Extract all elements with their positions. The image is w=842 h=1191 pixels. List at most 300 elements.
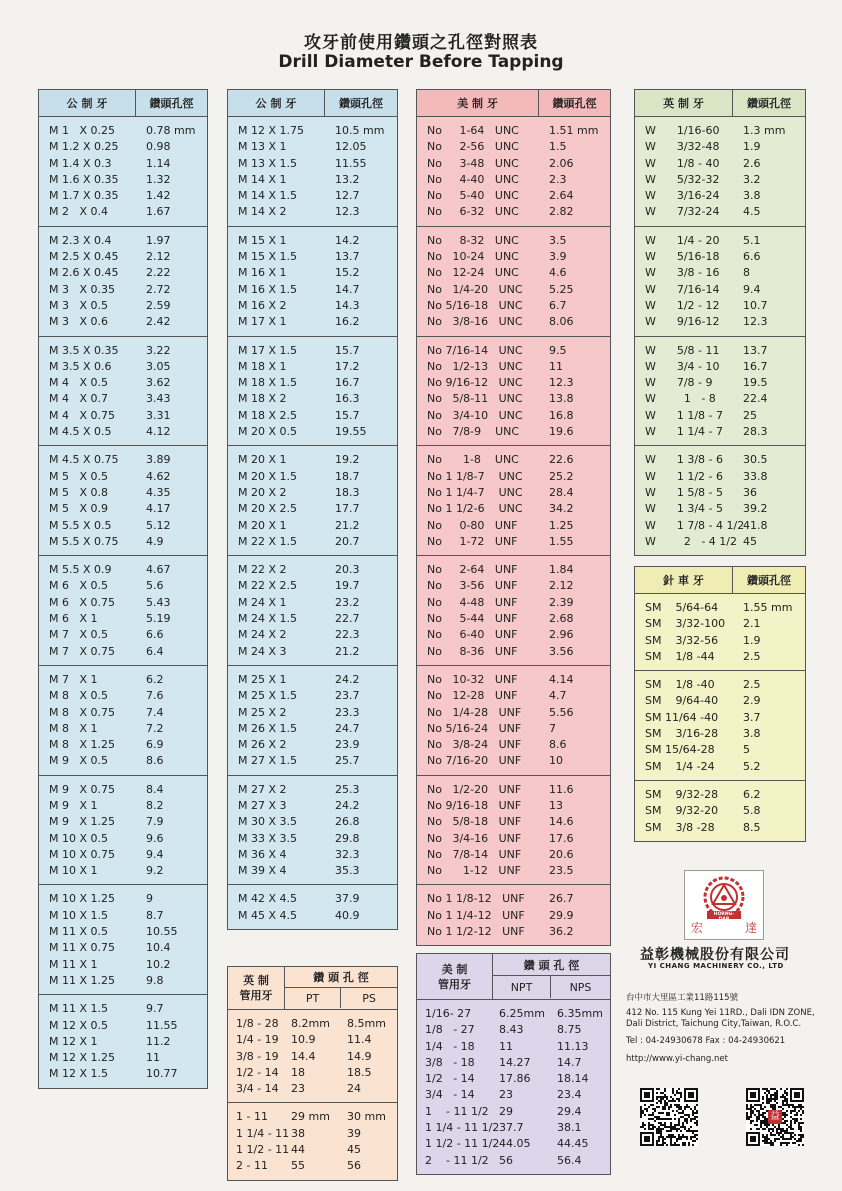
pipe-sub-header-pt: PT: [285, 988, 341, 1008]
drill-diameter: 5.8: [743, 804, 761, 818]
drill-diameter: 9: [146, 892, 153, 906]
thread-spec: No 1 1/8-7 UNC: [427, 469, 523, 483]
drill-diameter: 6.4: [146, 644, 164, 658]
drill-diameter: 9.6: [146, 831, 164, 845]
table-row: [228, 314, 397, 330]
contact-phone-fax: Tel : 04-24930678 Fax : 04-24930621: [626, 1036, 786, 1046]
drill-diameter: 6.9: [146, 738, 164, 752]
table-row: [635, 518, 805, 534]
thread-spec: M 15 X 1.5: [238, 250, 298, 264]
thread-spec: M 3 X 0.6: [49, 315, 109, 329]
thread-spec: M 16 X 1.5: [238, 282, 298, 296]
thread-spec: M 13 X 1.5: [238, 156, 298, 170]
table-row: [228, 534, 397, 550]
thread-spec: M 10 X 0.5: [49, 831, 109, 845]
drill-diameter: 11: [146, 1051, 160, 1065]
thread-spec: W 2 - 4 1/2: [645, 534, 738, 548]
drill-diameter: 11.4: [347, 1033, 372, 1047]
table-row: [417, 627, 610, 643]
table-row: [635, 501, 805, 517]
table-row: [635, 677, 805, 693]
drill-diameter: 23.5: [549, 864, 574, 878]
thread-spec: W 1 - 8: [645, 392, 716, 406]
table-row: [417, 863, 610, 879]
thread-spec: M 20 X 1: [238, 518, 287, 532]
drill-diameter: 7: [549, 721, 556, 735]
thread-spec: M 13 X 1: [238, 140, 287, 154]
drill-diameter: 12.05: [335, 140, 367, 154]
drill-diameter: 25.2: [549, 469, 574, 483]
drill-diameter: 8.75: [557, 1023, 582, 1037]
table-row: [417, 1022, 610, 1038]
table-row: [417, 1153, 610, 1169]
row-group: [39, 995, 207, 1087]
table-row: [228, 391, 397, 407]
thread-spec: No 7/16-14 UNC: [427, 343, 523, 357]
thread-spec: No 2-56 UNC: [427, 140, 519, 154]
thread-spec: M 14 X 1: [238, 172, 287, 186]
table-row: [39, 672, 207, 688]
drill-diameter: 4.67: [146, 563, 171, 577]
table-row: [39, 314, 207, 330]
drill-diameter: 9.2: [146, 864, 164, 878]
table-row: [417, 123, 610, 139]
row-group: [39, 885, 207, 995]
drill-diameter: 41.8: [743, 518, 768, 532]
drill-diameter: 6.6: [146, 628, 164, 642]
row-group: [635, 337, 805, 447]
thread-spec: M 10 X 1.5: [49, 908, 109, 922]
table-row: [417, 847, 610, 863]
table-row: [417, 375, 610, 391]
thread-spec: M 1.2 X 0.25: [49, 140, 119, 154]
drill-diameter: 39: [347, 1126, 361, 1140]
drill-diameter: 4.35: [146, 485, 171, 499]
table-row: [635, 123, 805, 139]
table-row: [635, 391, 805, 407]
thread-spec: W 1 1/8 - 7: [645, 408, 724, 422]
address-en-line2: Dali District, Taichung City,Taiwan, R.O.C.: [626, 1019, 802, 1029]
address-en-line1: 412 No. 115 Kung Yei 11RD., Dali IDN ZONE,: [626, 1008, 815, 1018]
thread-spec: M 5 X 0.8: [49, 485, 109, 499]
drill-diameter: 37.7: [499, 1121, 524, 1135]
thread-spec: No 12-28 UNF: [427, 689, 518, 703]
drill-diameter: 13.7: [335, 250, 360, 264]
thread-spec: W 5/8 - 11: [645, 343, 720, 357]
row-group: [39, 337, 207, 447]
drill-diameter: 2.72: [146, 282, 171, 296]
thread-spec: M 9 X 1: [49, 798, 98, 812]
drill-diameter: 1.84: [549, 563, 574, 577]
thread-spec: No 5-44 UNF: [427, 612, 518, 626]
thread-spec: M 11 X 1.25: [49, 973, 116, 987]
thread-spec: M 4.5 X 0.5: [49, 425, 112, 439]
table-row: [228, 265, 397, 281]
thread-spec: M 5.5 X 0.9: [49, 563, 112, 577]
table-row: [635, 469, 805, 485]
sewing-header: [635, 567, 805, 594]
drill-diameter: 1.51 mm: [549, 124, 599, 137]
thread-spec: SM 15/64-28: [645, 743, 715, 757]
thread-spec: M 25 X 1: [238, 672, 287, 686]
drill-diameter: 8.6: [146, 754, 164, 768]
thread-spec: SM 1/4 -24: [645, 759, 715, 773]
table-row: [228, 863, 397, 879]
table-row: [39, 562, 207, 578]
table-row: [635, 314, 805, 330]
drill-diameter: 3.2: [743, 172, 761, 186]
drill-diameter: 8: [743, 266, 750, 280]
drill-diameter: 25.3: [335, 782, 360, 796]
thread-spec: M 11 X 0.75: [49, 941, 116, 955]
table-row: [39, 782, 207, 798]
metric2-diameter-header: 鑽頭孔徑: [339, 97, 383, 110]
drill-diameter: 13.8: [549, 392, 574, 406]
thread-spec: No 12-24 UNC: [427, 266, 519, 280]
drill-diameter: 5.56: [549, 705, 574, 719]
row-group: [417, 117, 610, 227]
drill-diameter: 3.43: [146, 392, 171, 406]
drill-diameter: 2.12: [549, 579, 574, 593]
thread-spec: M 11 X 0.5: [49, 925, 109, 939]
thread-spec: W 3/16-24: [645, 189, 720, 203]
company-name-zh: 益彰機械股份有限公司: [640, 947, 790, 963]
table-row: [417, 831, 610, 847]
drill-diameter: 8.2mm: [291, 1017, 330, 1030]
drill-diameter: 14.7: [335, 282, 360, 296]
table-row: [228, 688, 397, 704]
drill-diameter: 2.1: [743, 617, 761, 631]
table-row: [635, 298, 805, 314]
thread-spec: M 1.7 X 0.35: [49, 189, 119, 203]
table-row: [39, 753, 207, 769]
table-row: [417, 672, 610, 688]
thread-spec: 2 - 11: [236, 1159, 268, 1173]
drill-diameter: 7.2: [146, 721, 164, 735]
thread-spec: M 22 X 2.5: [238, 579, 298, 593]
thread-spec: M 30 X 3.5: [238, 815, 298, 829]
sewing-diameter-header: 鑽頭孔徑: [747, 574, 791, 587]
unified-header: [417, 90, 610, 117]
drill-diameter: 10.77: [146, 1067, 178, 1081]
drill-diameter: 23.3: [335, 705, 360, 719]
thread-spec: W 7/8 - 9: [645, 376, 713, 390]
table-row: [635, 649, 805, 665]
drill-diameter: 8.4: [146, 782, 164, 796]
table-row: [39, 957, 207, 973]
drill-diameter: 17.2: [335, 359, 360, 373]
drill-diameter: 3.56: [549, 644, 574, 658]
thread-spec: No 3-48 UNC: [427, 156, 519, 170]
thread-spec: M 5 X 0.5: [49, 469, 109, 483]
row-group: [228, 776, 397, 886]
thread-spec: No 1-72 UNF: [427, 534, 518, 548]
table-row: [417, 452, 610, 468]
table-row: [228, 1065, 397, 1081]
table-row: [39, 705, 207, 721]
table-row: [228, 1126, 397, 1142]
thread-spec: 1/16- 27: [425, 1007, 472, 1020]
drill-diameter: 1.25: [549, 518, 574, 532]
table-row: [39, 204, 207, 220]
thread-spec: 1 - 11: [236, 1110, 268, 1124]
thread-spec: SM 3/8 -28: [645, 820, 715, 834]
thread-spec: No 8-36 UNF: [427, 644, 518, 658]
table-row: [39, 501, 207, 517]
thread-spec: W 1/4 - 20: [645, 233, 720, 247]
table-row: [39, 1034, 207, 1050]
drill-diameter: 2.82: [549, 205, 574, 219]
thread-spec: M 22 X 2: [238, 563, 287, 577]
thread-spec: M 12 X 0.5: [49, 1018, 109, 1032]
table-row: [228, 753, 397, 769]
metric2-header: [228, 90, 397, 117]
drill-diameter: 3.31: [146, 408, 171, 422]
drill-diameter: 17.86: [499, 1072, 531, 1086]
thread-spec: 1/4 - 19: [236, 1033, 279, 1047]
drill-diameter: 17.6: [549, 831, 574, 845]
thread-spec: M 17 X 1.5: [238, 343, 298, 357]
table-row: [417, 737, 610, 753]
thread-spec: 3/4 - 14: [236, 1082, 279, 1096]
address-zh: 台中市大里區工業11路115號: [626, 993, 739, 1003]
table-row: [228, 611, 397, 627]
drill-diameter: 19.7: [335, 579, 360, 593]
drill-diameter: 15.7: [335, 408, 360, 422]
drill-diameter: 11.6: [549, 782, 574, 796]
drill-diameter: 2.12: [146, 250, 171, 264]
drill-diameter: 1.97: [146, 233, 171, 247]
thread-spec: No 1 1/2-6 UNC: [427, 502, 523, 516]
drill-diameter: 4.7: [549, 689, 567, 703]
thread-spec: 1/2 - 14: [236, 1065, 279, 1079]
thread-spec: W 1 3/4 - 5: [645, 502, 724, 516]
drill-diameter: 3.62: [146, 376, 171, 390]
thread-spec: W 7/16-14: [645, 282, 720, 296]
table-row: [417, 595, 610, 611]
table-row: [39, 1050, 207, 1066]
thread-spec: M 10 X 1.25: [49, 892, 116, 906]
table-row: [228, 891, 397, 907]
thread-spec: M 42 X 4.5: [238, 892, 298, 906]
drill-diameter: 44.05: [499, 1137, 531, 1151]
thread-spec: 1 1/2 - 11 1/2: [425, 1137, 500, 1151]
thread-spec: M 18 X 1: [238, 359, 287, 373]
table-row: [39, 534, 207, 550]
row-group: [228, 227, 397, 337]
drill-diameter: 1.9: [743, 140, 761, 154]
thread-spec: M 10 X 1: [49, 864, 98, 878]
thread-spec: M 1 X 0.25: [49, 124, 115, 137]
table-row: [228, 798, 397, 814]
drill-diameter: 21.2: [335, 518, 360, 532]
row-group: [228, 1103, 397, 1179]
drill-diameter: 22.4: [743, 392, 768, 406]
drill-diameter: 44: [291, 1143, 305, 1157]
thread-spec: M 16 X 1: [238, 266, 287, 280]
drill-diameter: 23.4: [557, 1088, 582, 1102]
drill-diameter: 11: [549, 359, 563, 373]
drill-diameter: 30.5: [743, 453, 768, 467]
thread-spec: SM 11/64 -40: [645, 710, 719, 724]
table-row: [417, 485, 610, 501]
row-group: [39, 117, 207, 227]
thread-spec: No 5/8-11 UNC: [427, 392, 523, 406]
table-row: [228, 359, 397, 375]
table-row: [228, 204, 397, 220]
thread-spec: No 5-40 UNC: [427, 189, 519, 203]
thread-spec: M 12 X 1.5: [49, 1067, 109, 1081]
drill-diameter: 29.8: [335, 831, 360, 845]
npt-group-header: 鑽 頭 孔 徑: [493, 954, 610, 976]
drill-diameter: 26.7: [549, 892, 574, 906]
row-group: [635, 594, 805, 671]
table-row: [635, 452, 805, 468]
thread-spec: M 25 X 2: [238, 705, 287, 719]
thread-spec: M 3.5 X 0.6: [49, 359, 112, 373]
website-url[interactable]: http://www.yi-chang.net: [626, 1054, 728, 1064]
drill-diameter: 20.3: [335, 563, 360, 577]
thread-spec: No 3/4-10 UNC: [427, 408, 523, 422]
drill-diameter: 8.5mm: [347, 1017, 386, 1030]
drill-diameter: 17.7: [335, 502, 360, 516]
thread-spec: M 25 X 1.5: [238, 689, 298, 703]
drill-diameter: 24.7: [335, 721, 360, 735]
logo-text-top: HORNG-DAR: [713, 912, 735, 922]
npt-col1-header: 美 制 管用牙: [417, 954, 493, 999]
thread-spec: No 1/2-13 UNC: [427, 359, 523, 373]
table-row: [228, 452, 397, 468]
table-row: [39, 485, 207, 501]
thread-spec: No 1-12 UNF: [427, 864, 521, 878]
drill-diameter: 38: [291, 1126, 305, 1140]
thread-spec: M 14 X 2: [238, 205, 287, 219]
drill-diameter: 14.3: [335, 298, 360, 312]
table-row: [228, 1142, 397, 1158]
thread-spec: W 1 5/8 - 5: [645, 485, 724, 499]
thread-spec: No 4-40 UNC: [427, 172, 519, 186]
thread-spec: No 5/16-18 UNC: [427, 298, 523, 312]
drill-diameter: 6.2: [146, 672, 164, 686]
thread-spec: 1 1/2 - 11: [236, 1143, 290, 1157]
drill-diameter: 35.3: [335, 864, 360, 878]
drill-diameter: 56: [347, 1159, 361, 1173]
thread-spec: No 3/4-16 UNF: [427, 831, 522, 845]
thread-spec: 3/4 - 14: [425, 1088, 475, 1102]
thread-spec: M 24 X 1: [238, 595, 287, 609]
row-group: [39, 446, 207, 556]
drill-diameter: 11: [499, 1039, 513, 1053]
drill-diameter: 56: [499, 1153, 513, 1167]
thread-spec: M 6 X 1: [49, 612, 98, 626]
drill-diameter: 38.1: [557, 1121, 582, 1135]
thread-spec: No 1 1/4-7 UNC: [427, 485, 523, 499]
table-row: [39, 891, 207, 907]
row-group: [417, 666, 610, 776]
table-row: [39, 359, 207, 375]
thread-spec: W 3/4 - 10: [645, 359, 720, 373]
thread-spec: No 2-64 UNF: [427, 563, 518, 577]
drill-diameter: 6.7: [549, 298, 567, 312]
thread-spec: M 6 X 0.5: [49, 579, 109, 593]
table-row: [417, 562, 610, 578]
table-row: [417, 172, 610, 188]
thread-spec: M 3 X 0.35: [49, 282, 115, 296]
table-row: [228, 139, 397, 155]
thread-spec: 1/2 - 14: [425, 1072, 475, 1086]
table-row: [417, 249, 610, 265]
thread-spec: M 26 X 1.5: [238, 721, 298, 735]
drill-diameter: 2.22: [146, 266, 171, 280]
thread-spec: M 2 X 0.4: [49, 205, 109, 219]
table-row: [228, 282, 397, 298]
thread-spec: SM 9/32-20: [645, 804, 719, 818]
table-row: [228, 578, 397, 594]
drill-diameter: 18: [291, 1065, 305, 1079]
thread-spec: W 5/32-32: [645, 172, 720, 186]
drill-diameter: 39.2: [743, 502, 768, 516]
company-logo: [684, 870, 764, 940]
table-row: [635, 742, 805, 758]
thread-spec: W 1 7/8 - 4 1/2: [645, 518, 745, 532]
table-row: [228, 721, 397, 737]
thread-spec: M 36 X 4: [238, 847, 287, 861]
drill-diameter: 5: [743, 743, 750, 757]
company-name-en: YI CHANG MACHINERY CO., LTD: [648, 962, 784, 970]
drill-diameter: 19.6: [549, 425, 574, 439]
thread-spec: M 18 X 1.5: [238, 376, 298, 390]
drill-diameter: 23: [499, 1088, 513, 1102]
row-group: [39, 227, 207, 337]
pipe-col1-header: 英 制 管用牙: [228, 967, 285, 1009]
metric2-thread-header: 公 制 牙: [228, 90, 325, 116]
drill-diameter: 6.35mm: [557, 1007, 603, 1020]
table-row: [39, 831, 207, 847]
thread-spec: No 7/16-20 UNF: [427, 754, 522, 768]
table-row: [417, 534, 610, 550]
thread-spec: W 3/32-48: [645, 140, 720, 154]
drill-diameter: 13.7: [743, 343, 768, 357]
table-row: [39, 375, 207, 391]
thread-spec: M 24 X 3: [238, 644, 287, 658]
table-row: [228, 908, 397, 924]
table-row: [39, 469, 207, 485]
thread-spec: M 8 X 0.5: [49, 689, 109, 703]
table-row: [39, 721, 207, 737]
drill-diameter: 24.2: [335, 672, 360, 686]
qr-code-icon: [640, 1088, 698, 1146]
pipe-group-header: 鑽 頭 孔 徑: [285, 967, 397, 988]
row-group: [39, 666, 207, 776]
table-row: [635, 233, 805, 249]
whitworth-thread-header: 英 制 牙: [635, 90, 733, 116]
drill-diameter: 5.2: [743, 759, 761, 773]
thread-spec: No 3/8-16 UNC: [427, 315, 523, 329]
row-group: [228, 446, 397, 556]
thread-spec: M 7 X 1: [49, 672, 98, 686]
thread-spec: 1/8 - 28: [236, 1017, 279, 1030]
drill-diameter: 33.8: [743, 469, 768, 483]
thread-spec: M 12 X 1.25: [49, 1051, 116, 1065]
thread-spec: No 1-8 UNC: [427, 453, 519, 467]
drill-diameter: 12.7: [335, 189, 360, 203]
table-row: [635, 249, 805, 265]
table-row: [417, 188, 610, 204]
drill-diameter: 19.55: [335, 425, 367, 439]
drill-diameter: 23: [291, 1082, 305, 1096]
drill-diameter: 14.27: [499, 1055, 531, 1069]
table-row: [228, 1032, 397, 1048]
